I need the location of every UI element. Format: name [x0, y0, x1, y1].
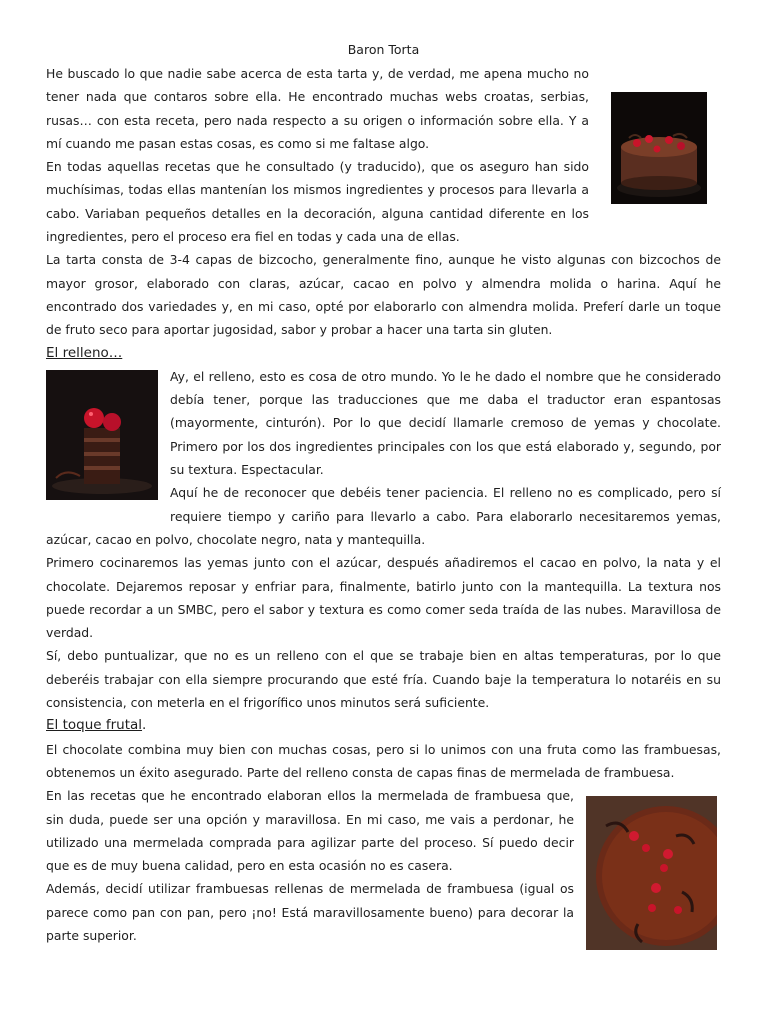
intro-paragraph-2: En todas aquellas recetas que he consultado (y traducido), que os aseguro han sido muchísimas, todas ellas mantenían los mismos ingredientes y procesos para llevarla a cabo. Variaban pequeños detalles en la decoración, alguna cantidad diferente en los ingredientes, pero el proceso era fiel en todas y cada una de ellas.	[46, 159, 589, 245]
relleno-heading-text: El relleno…	[46, 344, 123, 361]
relleno-paragraph-3: Primero cocinaremos las yemas junto con el azúcar, después añadiremos el cacao en polvo, la nata y el chocolate. Dejaremos reposar y enfriar para, finalmente, batirlo junto con la mantequilla. La textura nos puede recordar a un SMBC, pero el sabor y textura es como comer seda traída de las nubes. Maravillosa de verdad.	[46, 555, 721, 641]
toque-heading	[46, 714, 721, 737]
toque-heading-text: El toque frutal	[46, 717, 143, 734]
intro-paragraph-1: He buscado lo que nadie sabe acerca de esta tarta y, de verdad, me apena mucho no tener nada que contaros sobre ella. He encontrado muchas webs croatas, serbias, rusas… con esta receta, pero nada respecto a su origen o información sobre ella. Y a mí cuando me pasan estas cosas, es como si me faltase algo.	[46, 66, 589, 151]
toque-paragraph-3: Además, decidí utilizar frambuesas rellenas de mermelada de frambuesa (igual os parece como pan con pan, pero ¡no! Está maravillosamente bueno) para decorar la parte superior.	[46, 881, 574, 943]
toque-paragraph-2: En las recetas que he encontrado elaboran ellos la mermelada de frambuesa que, sin duda, puede ser una opción y maravillosa. En mi caso, me vais a perdonar, he utilizado una mermelada comprada para agilizar parte del proceso. Sí puedo decir que es de muy buena calidad, pero en esta ocasión no es casera.	[46, 788, 574, 874]
relleno-heading	[46, 342, 721, 365]
document-page	[46, 40, 721, 956]
relleno-paragraph-4: Sí, debo puntualizar, que no es un relleno con el que se trabaje bien en altas temperaturas, por lo que deberéis trabajar con ella siempre procurando que esté fría. Cuando baje la temperatura lo notaréis en su consistencia, con meterla en el frigorífico unos minutos será suficiente.	[46, 648, 721, 711]
document-title: Baron Torta	[347, 42, 420, 57]
toque-paragraph-1: El chocolate combina muy bien con muchas cosas, pero si lo unimos con una fruta como las frambuesas, obtenemos un éxito asegurado. Parte del relleno consta de capas finas de mermelada de frambuesa.	[46, 741, 721, 780]
relleno-paragraph-2: Aquí he de reconocer que debéis tener paciencia. El relleno no es complicado, pero sí requiere tiempo y cariño para llevarlo a cabo. Para elaborarlo necesitaremos yemas, azúcar, cacao en polvo, chocolate negro, nata y mantequilla.	[46, 485, 721, 547]
toque-heading-suffix: .	[142, 717, 147, 734]
intro-paragraph-3: La tarta consta de 3-4 capas de bizcocho, generalmente fino, aunque he visto algunas con bizcochos de mayor grosor, elaborado con claras, azúcar, cacao en polvo y almendra molida o harina. Aquí he encontrado dos variedades y, en mi caso, opté por elaborarlo con almendra molida. Preferí darle un toque de fruto seco para aportar jugosidad, sabor y probar a hacer una tarta sin gluten.	[46, 252, 721, 338]
cake-overhead-photo	[586, 796, 717, 950]
cake-top-photo	[611, 92, 707, 204]
relleno-paragraph-1: Ay, el relleno, esto es cosa de otro mundo. Yo le he dado el nombre que he considerado debía tener, porque las traducciones que me daba el traductor eran espantosas (mayormente, cinturón). Por lo que decidí llamarle cremoso de yemas y chocolate. Primero por los dos ingredientes principales con los que está elaborado y, segundo, por su textura. Espectacular.	[170, 368, 721, 478]
cake-slice-photo	[46, 370, 158, 500]
